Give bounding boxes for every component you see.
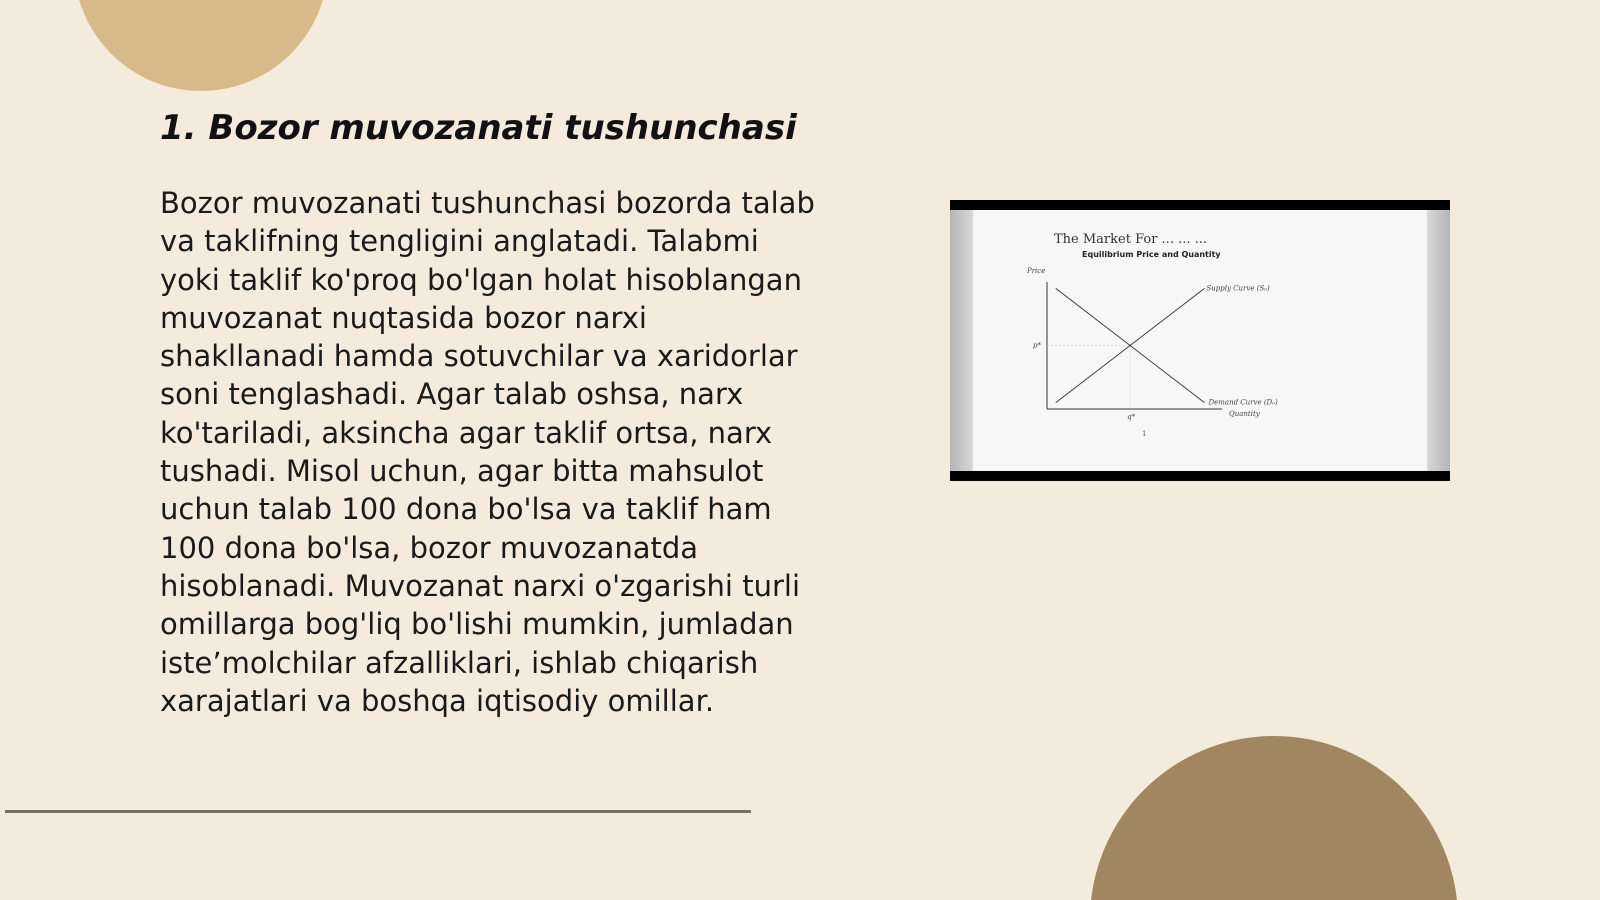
divider-line [5, 810, 751, 813]
market-chart [950, 210, 1450, 471]
x-axis-label: Quantity [1229, 410, 1260, 418]
body-line: uchun talab 100 dona bo'lsa va taklif ham [160, 492, 772, 527]
supply-curve-label: Supply Curve (S₀) [1206, 284, 1270, 293]
body-line: hisoblanadi. Muvozanat narxi o'zgarishi turli [160, 568, 800, 603]
y-axis-label: Price [1027, 267, 1046, 275]
price-tick-label: p* [1033, 341, 1041, 350]
body-line: Bozor muvozanati tushunchasi bozorda talab [160, 186, 815, 220]
body-line: xarajatlari va boshqa iqtisodiy omillar. [160, 683, 715, 718]
chart-title: The Market For ... ... ... [1054, 232, 1208, 247]
body-line: shakllanadi hamda sotuvchilar va xaridorlar [160, 339, 798, 374]
body-paragraph [160, 184, 850, 720]
slide-title: 1. Bozor muvozanati tushunchasi [160, 108, 797, 148]
body-line: 100 dona bo'lsa, bozor muvozanatda [160, 530, 699, 565]
chart-image [950, 210, 1450, 471]
body-line: tushadi. Misol uchun, agar bitta mahsulot [160, 454, 764, 489]
decorative-circle-bottom [1090, 736, 1458, 900]
chart-image-frame [950, 200, 1450, 481]
decorative-circle-top [74, 0, 328, 91]
chart-footnote: 1 [1142, 430, 1147, 438]
body-line: muvozanat nuqtasida bozor narxi [160, 300, 647, 335]
chart-subtitle: Equilibrium Price and Quantity [1082, 250, 1221, 259]
body-line: yoki taklif ko'proq bo'lgan holat hisoblangan [160, 262, 802, 297]
body-line: va taklifning tengligini anglatadi. Talabmi [160, 224, 759, 259]
body-line: soni tenglashadi. Agar talab oshsa, narx [160, 377, 744, 412]
body-line: omillarga bog'liq bo'lishi mumkin, jumladan [160, 607, 794, 642]
quantity-tick-label: q* [1127, 413, 1136, 421]
body-line: iste’molchilar afzalliklari, ishlab chiqarish [160, 645, 759, 680]
body-line: ko'tariladi, aksincha agar taklif ortsa, narx [160, 415, 773, 450]
demand-curve-label: Demand Curve (D₀) [1208, 398, 1278, 407]
